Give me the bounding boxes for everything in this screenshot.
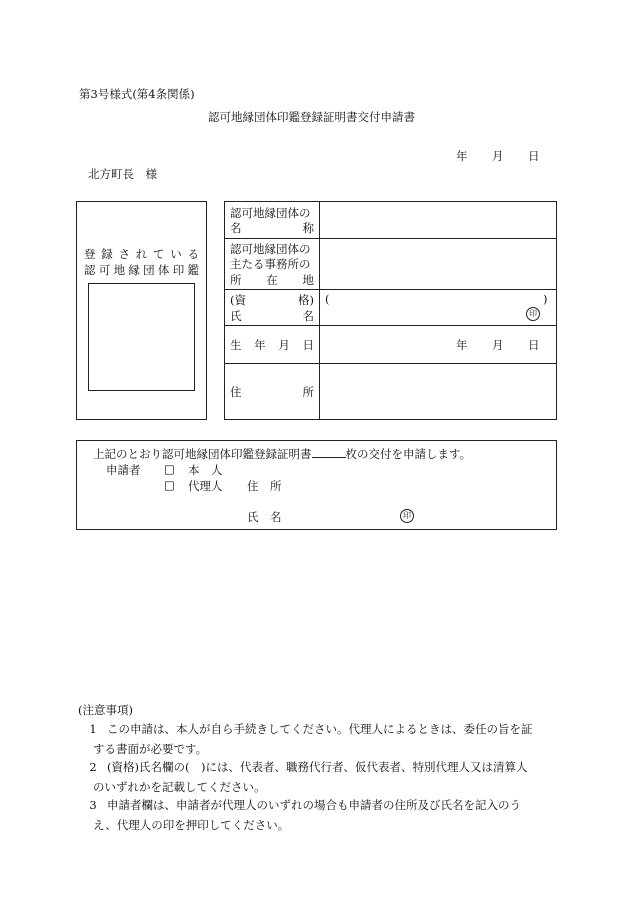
form-number: 第3号様式(第4条関係) — [79, 87, 195, 101]
org-name-label-line1: 認可地縁団体の — [230, 206, 311, 220]
applicant-address-field[interactable] — [290, 476, 540, 492]
header-date-year: 年 — [456, 149, 468, 163]
name-field[interactable] — [334, 307, 519, 323]
office-location-field[interactable] — [321, 240, 555, 288]
applicant-address-label: 住 所 — [247, 479, 282, 493]
table-row-divider — [224, 363, 557, 364]
birth-date-label: 生 年 月 日 — [230, 338, 314, 352]
office-label-line3: 所 在 地 — [230, 273, 314, 287]
birth-date-month: 月 — [492, 338, 504, 352]
note-item: 2 (資格)氏名欄の( )には、代表者、職務代行者、仮代表者、特別代理人又は清算人 のいずれかを記載してください。 — [89, 760, 528, 794]
address-label: 住 所 — [230, 385, 314, 399]
applicant-name-field[interactable] — [290, 507, 395, 523]
qualification-label: (資 格) — [230, 293, 314, 307]
name-seal-mark: 印 — [526, 307, 540, 321]
qualification-field[interactable] — [334, 291, 539, 306]
birth-date-day: 日 — [528, 338, 540, 352]
applicant-label: 申請者 — [106, 463, 141, 477]
applicant-name-label: 氏 名 — [247, 510, 282, 524]
header-date-day: 日 — [528, 149, 540, 163]
application-statement: 上記のとおり認可地縁団体印鑑登録証明書 枚の交付を申請します。 — [93, 447, 472, 461]
table-column-divider — [319, 201, 320, 420]
office-label-line1: 認可地縁団体の — [230, 242, 311, 256]
note-item: 3 申請者欄は、申請者が代理人のいずれの場合も申請者の住所及び氏名を記入のう え、代理人の印を押印してください。 — [89, 798, 521, 832]
name-label: 氏 名 — [230, 309, 314, 323]
applicant-seal-mark: 印 — [400, 509, 414, 523]
seal-impression-box[interactable] — [88, 283, 195, 391]
office-label-line2: 主たる事務所の — [230, 257, 311, 271]
qualification-paren-open: ( — [325, 292, 330, 306]
self-label: 本 人 — [188, 463, 223, 477]
agent-label: 代理人 — [188, 479, 223, 493]
agent-checkbox[interactable]: □ — [164, 478, 175, 492]
notes-heading: (注意事項) — [78, 703, 133, 717]
seal-panel-caption-line1: 登 録 さ れ て い る — [84, 247, 199, 261]
note-item: 1 この申請は、本人が自ら手続きしてください。代理人によるときは、委任の旨を証 する書面が必要です。 — [89, 722, 533, 756]
org-name-field[interactable] — [321, 203, 555, 237]
birth-date-field[interactable] — [321, 327, 555, 362]
self-checkbox[interactable]: □ — [164, 462, 175, 476]
org-name-label-line2: 名 称 — [230, 221, 314, 235]
table-row-divider — [224, 289, 557, 290]
qualification-paren-close: ) — [543, 292, 548, 306]
header-date-month: 月 — [492, 149, 504, 163]
copies-count-field[interactable] — [312, 447, 346, 458]
addressee: 北方町長 様 — [88, 167, 157, 181]
table-row-divider — [224, 238, 557, 239]
table-row-divider — [224, 325, 557, 326]
document-title: 認可地縁団体印鑑登録証明書交付申請書 — [208, 110, 415, 124]
address-field[interactable] — [321, 365, 555, 419]
birth-date-year: 年 — [456, 338, 468, 352]
seal-panel-caption-line2: 認 可 地 縁 団 体 印 鑑 — [84, 263, 199, 277]
